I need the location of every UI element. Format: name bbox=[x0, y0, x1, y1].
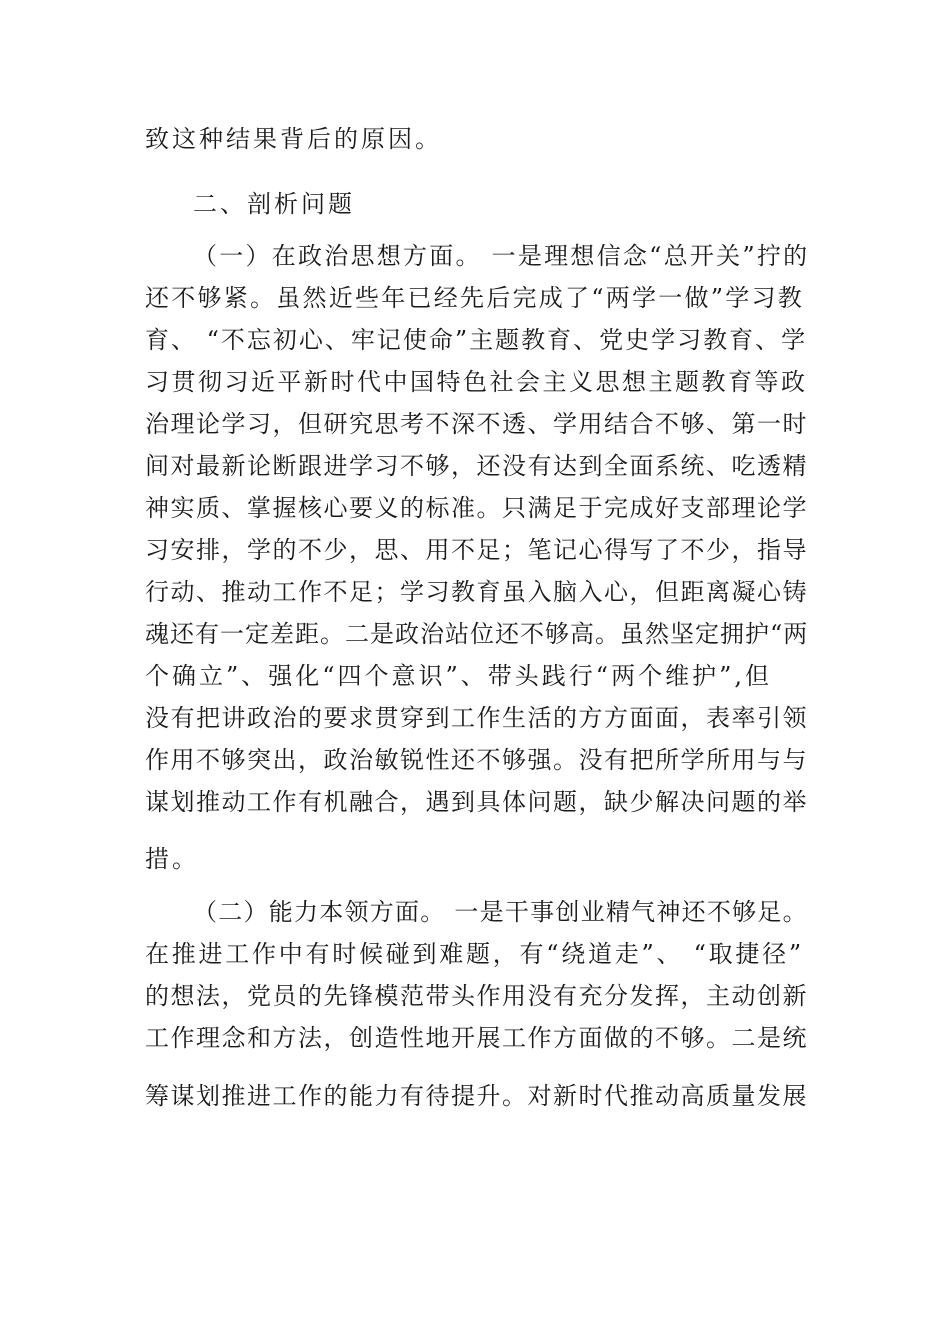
text-line: 魂还有一定差距。二是政治站位还不够高。虽然坚定拥护“两 bbox=[145, 620, 809, 648]
text-line: （一）在政治思想方面。 一是理想信念“总开关”拧的 bbox=[193, 242, 810, 270]
section-heading: 二、剖析问题 bbox=[193, 190, 355, 218]
text-line: 育、 “不忘初心、牢记使命”主题教育、党史学习教育、学 bbox=[145, 326, 808, 354]
text-line: 行动、推动工作不足；学习教育虽入脑入心，但距离凝心铸 bbox=[145, 578, 808, 606]
text-line: 间对最新论断跟进学习不够，还没有达到全面系统、吃透精 bbox=[145, 452, 808, 480]
text-line: 的想法，党员的先锋模范带头作用没有充分发挥，主动创新 bbox=[145, 982, 808, 1010]
text-line: 习贯彻习近平新时代中国特色社会主义思想主题教育等政 bbox=[145, 368, 808, 396]
text-line: 筹谋划推进工作的能力有待提升。对新时代推动高质量发展 bbox=[145, 1082, 808, 1110]
text-line: 谋划推动工作有机融合，遇到具体问题，缺少解决问题的举 bbox=[145, 788, 808, 816]
text-line: 神实质、掌握核心要义的标准。只满足于完成好支部理论学 bbox=[145, 494, 808, 522]
text-line: 没有把讲政治的要求贯穿到工作生活的方方面面，表率引领 bbox=[145, 704, 808, 732]
text-line: 还不够紧。虽然近些年已经先后完成了“两学一做”学习教 bbox=[145, 284, 805, 312]
text-line: 个确立”、强化“四个意识”、带头践行“两个维护”,但 bbox=[145, 662, 772, 690]
text-line: 治理论学习，但研究思考不深不透、学用结合不够、第一时 bbox=[145, 410, 808, 438]
text-line: 措。 bbox=[145, 845, 199, 873]
text-line: 工作理念和方法，创造性地开展工作方面做的不够。二是统 bbox=[145, 1024, 808, 1052]
text-line: （二）能力本领方面。 一是干事创业精气神还不够足。 bbox=[193, 898, 808, 926]
text-line: 在推进工作中有时候碰到难题，有“绕道走”、 “取捷径” bbox=[145, 940, 804, 968]
text-line: 作用不够突出，政治敏锐性还不够强。没有把所学所用与与 bbox=[145, 746, 808, 774]
text-line: 习安排，学的不少，思、用不足；笔记心得写了不少，指导 bbox=[145, 536, 808, 564]
text-line: 致这种结果背后的原因。 bbox=[145, 125, 442, 153]
